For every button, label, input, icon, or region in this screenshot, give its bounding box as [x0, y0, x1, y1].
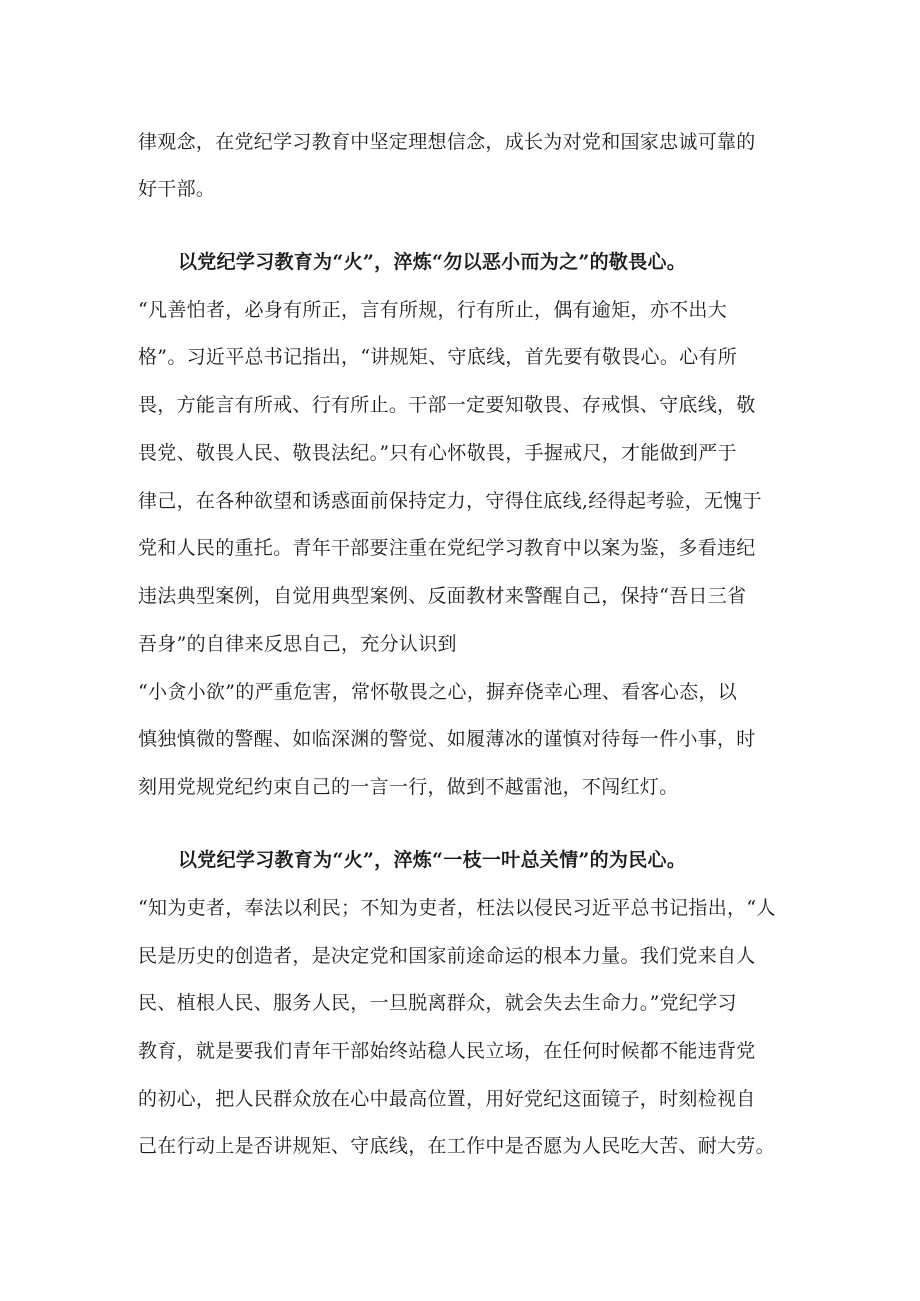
intro-line: 好干部。 [138, 178, 216, 200]
paragraph-line: 慎独慎微的警醒、如临深渊的警觉、如履薄冰的谨慎对待每一件小事，时 [138, 728, 756, 750]
paragraph-line: 格”。习近平总书记指出，“讲规矩、守底线，首先要有敬畏心。心有所 [138, 346, 738, 368]
paragraph-line: 律己，在各种欲望和诱惑面前保持定力，守得住底线,经得起考验，无愧于 [138, 490, 762, 512]
paragraph-line: 吾身”的自律来反思自己，充分认识到 [138, 633, 457, 655]
paragraph-line: 教育，就是要我们青年干部始终站稳人民立场，在任何时候都不能违背党 [138, 1040, 756, 1062]
paragraph-line: “凡善怕者，必身有所正，言有所规，行有所止，偶有逾矩，亦不出大 [138, 299, 728, 321]
paragraph-line: 畏，方能言有所戒、行有所止。干部一定要知敬畏、存戒惧、守底线，敬 [138, 394, 756, 416]
paragraph-line: 刻用党规党纪约束自己的一言一行，做到不越雷池，不闯红灯。 [138, 776, 679, 798]
section-heading-people: 以党纪学习教育为“火”，淬炼“一枝一叶总关情”的为民心。 [178, 849, 687, 871]
paragraph-line: 的初心，把人民群众放在心中最高位置，用好党纪这面镜子，时刻检视自 [138, 1088, 756, 1110]
paragraph-line: 党和人民的重托。青年干部要注重在党纪学习教育中以案为鉴，多看违纪 [138, 537, 756, 559]
paragraph-line: 违法典型案例，自觉用典型案例、反面教材来警醒自己，保持“吾日三省 [138, 585, 747, 607]
paragraph-line: 畏党、敬畏人民、敬畏法纪。”只有心怀敬畏，手握戒尺，才能做到严于 [138, 442, 737, 464]
paragraph-line: 己在行动上是否讲规矩、守底线，在工作中是否愿为人民吃大苦、耐大劳。 [138, 1135, 775, 1157]
paragraph-line: 民、植根人民、服务人民，一旦脱离群众，就会失去生命力。”党纪学习 [138, 992, 737, 1014]
paragraph-line: 民是历史的创造者，是决定党和国家前途命运的根本力量。我们党来自人 [138, 945, 756, 967]
intro-line: 律观念，在党纪学习教育中坚定理想信念，成长为对党和国家忠诚可靠的 [138, 131, 756, 153]
paragraph-line: “小贪小欲”的严重危害，常怀敬畏之心，摒弃侥幸心理、看客心态，以 [138, 681, 738, 703]
paragraph-line: “知为吏者，奉法以利民；不知为吏者，枉法以侵民习近平总书记指出，“人 [138, 897, 776, 919]
section-heading-awe: 以党纪学习教育为“火”，淬炼“勿以恶小而为之”的敬畏心。 [178, 251, 687, 273]
